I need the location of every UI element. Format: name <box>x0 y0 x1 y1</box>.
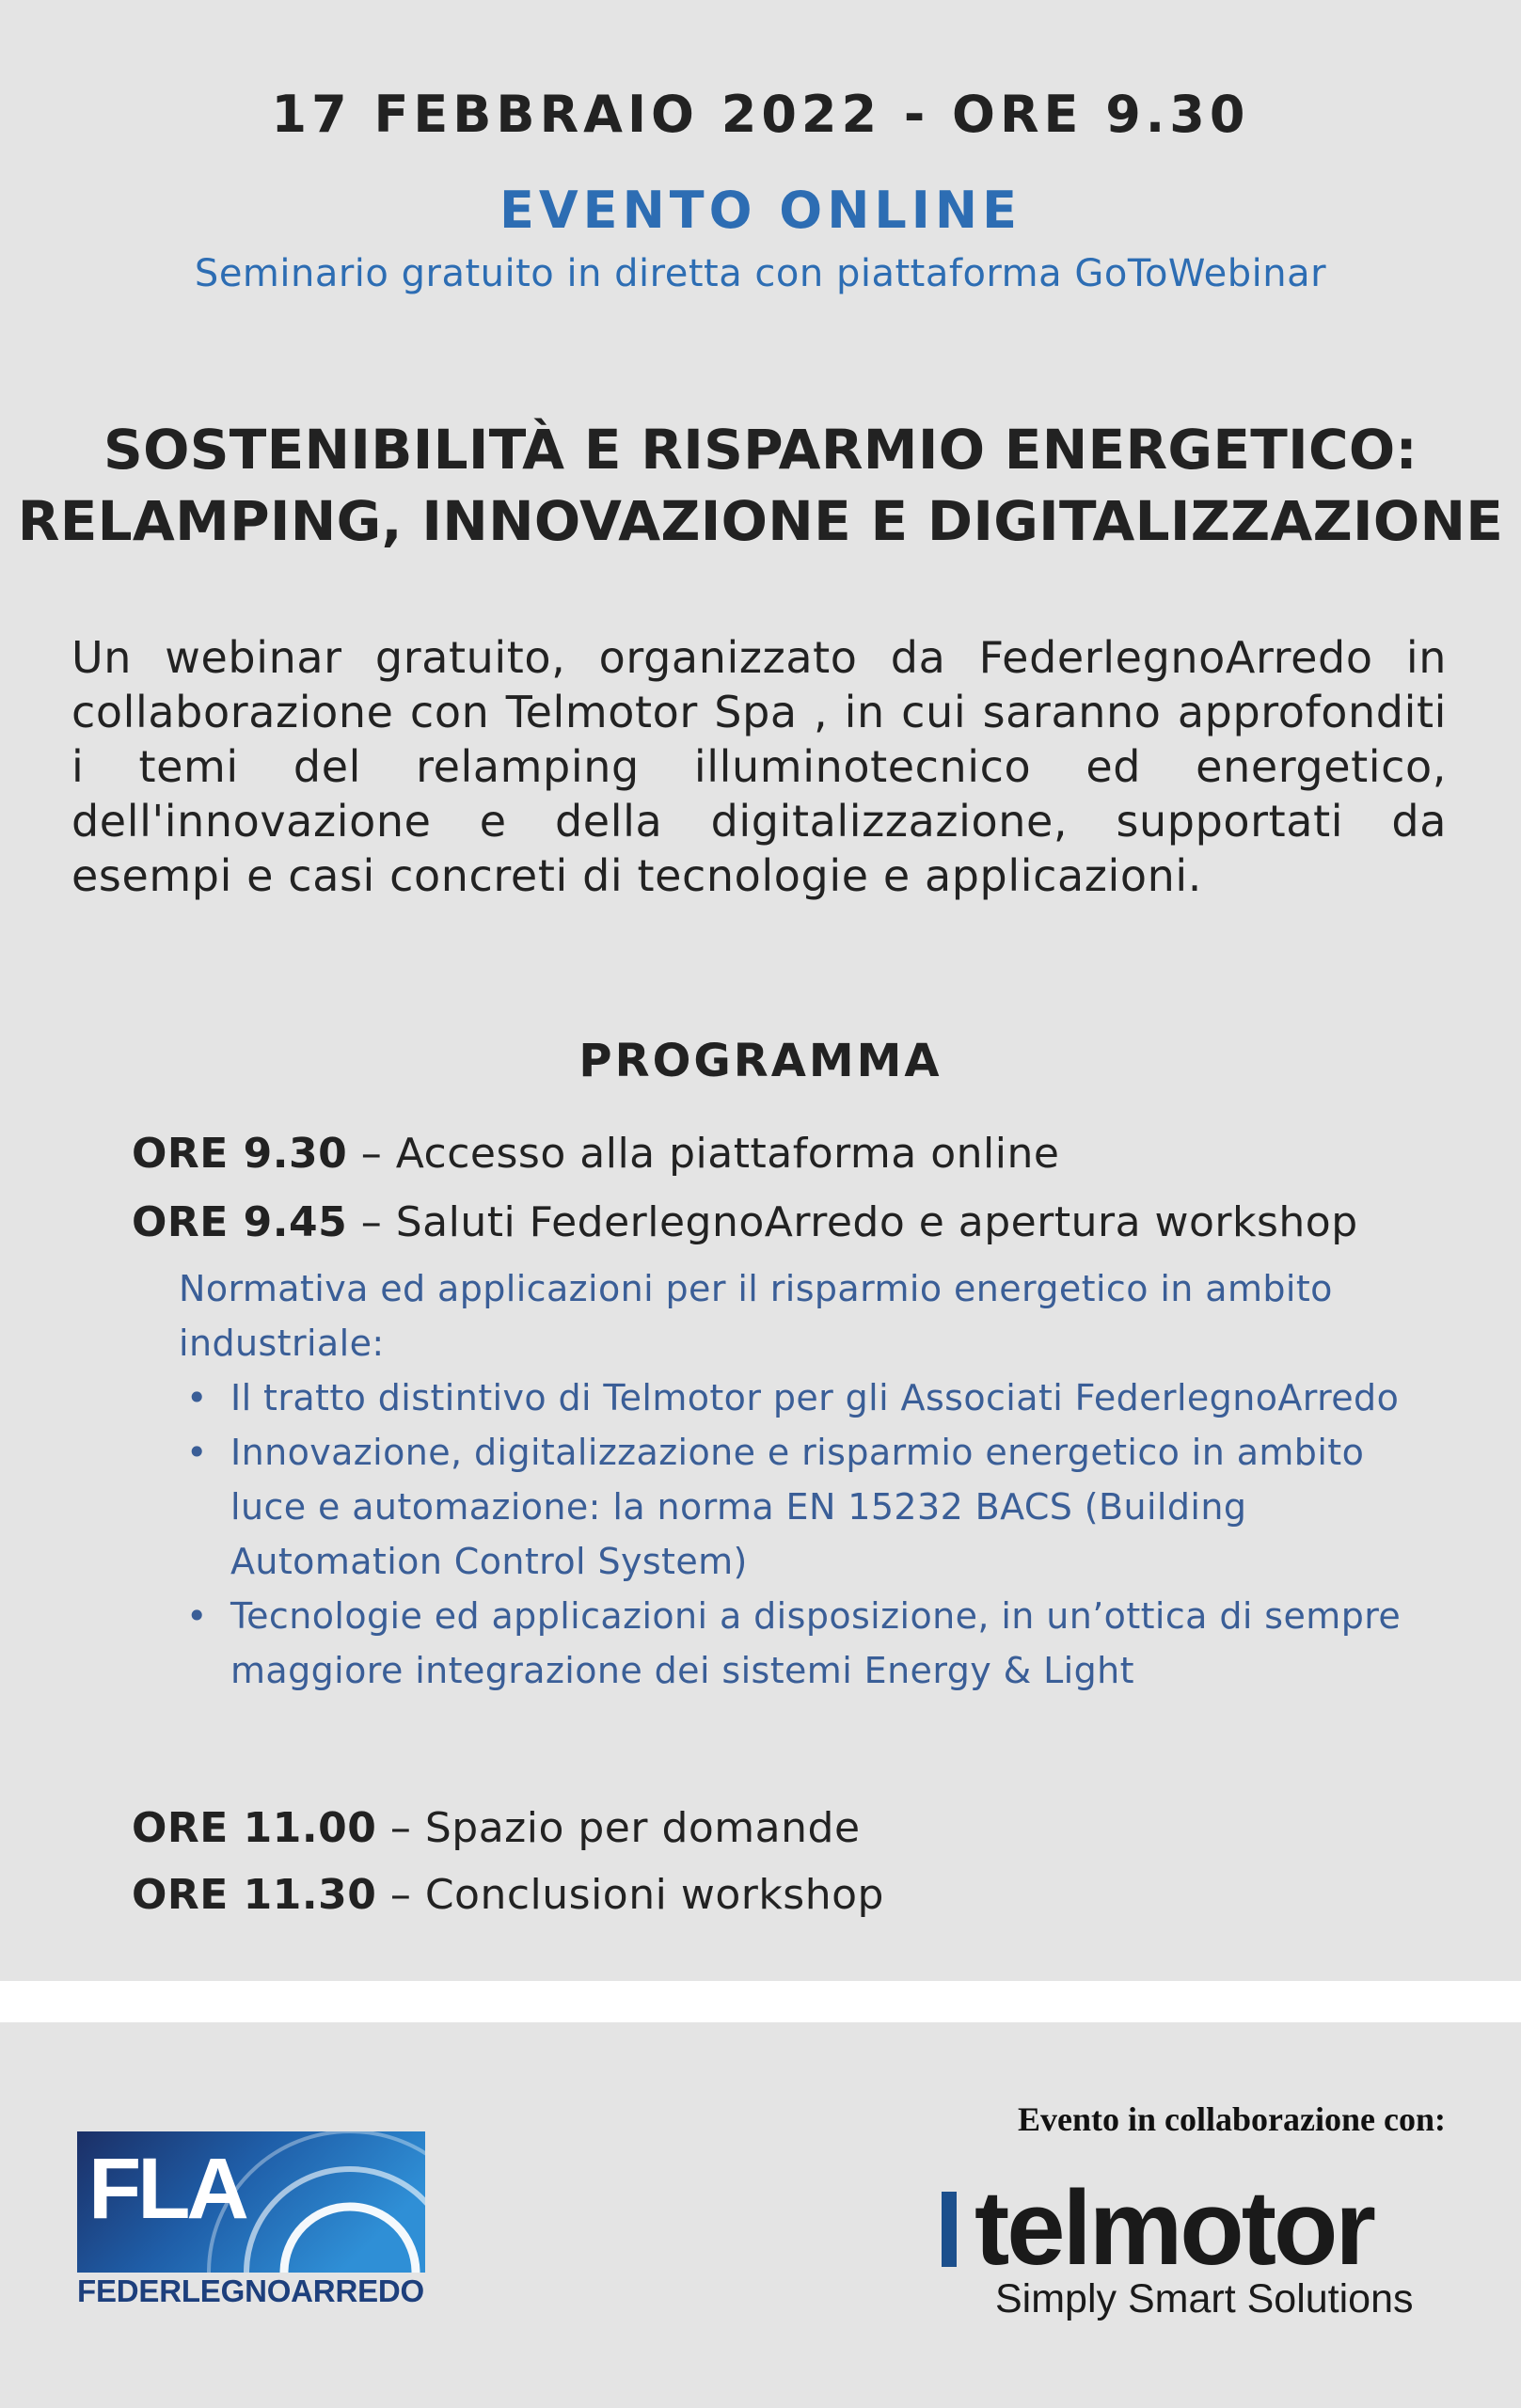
bullet-icon: • <box>186 1595 208 1637</box>
title-line-1: SOSTENIBILITÀ E RISPARMIO ENERGETICO: <box>103 418 1418 482</box>
program-separator: – <box>347 1130 396 1178</box>
program-text: Saluti FederlegnoArredo e apertura workshop <box>395 1198 1358 1246</box>
program-time: ORE 11.00 <box>132 1804 377 1852</box>
program-separator: – <box>347 1198 396 1246</box>
program-time: ORE 9.45 <box>132 1198 348 1246</box>
program-item <box>132 1126 1059 1182</box>
telmotor-tagline: Simply Smart Solutions <box>995 2276 1414 2321</box>
telmotor-logo <box>939 2169 1447 2325</box>
workshop-topic-text: Il tratto distintivo di Telmotor per gli Associati FederlegnoArredo <box>230 1377 1400 1418</box>
page-title <box>0 414 1521 557</box>
fla-wordmark: FEDERLEGNOARREDO <box>77 2273 424 2308</box>
section-divider <box>0 1981 1521 2022</box>
program-time: ORE 9.30 <box>132 1130 348 1178</box>
program-item <box>132 1800 861 1857</box>
workshop-topic <box>179 1370 1402 1425</box>
workshop-intro: Normativa ed applicazioni per il risparmio energetico in ambito industriale: <box>179 1268 1333 1364</box>
program-text: Conclusioni workshop <box>424 1871 884 1919</box>
program-time: ORE 11.30 <box>132 1871 377 1919</box>
event-type-label: EVENTO ONLINE <box>499 181 1022 240</box>
program-separator: – <box>376 1871 425 1919</box>
event-description: Un webinar gratuito, organizzato da FederlegnoArredo in collaborazione con Telmotor Spa , in cui saranno approfonditi i temi del relamping illuminotecnico ed energetico, dell'innovazione e della digitalizzazione, supportati da esempi e casi concreti di tecnologie e applicazioni. <box>71 632 1447 901</box>
event-date: 17 FEBBRAIO 2022 - ORE 9.30 <box>271 85 1250 144</box>
fla-logo-mark <box>77 2131 425 2273</box>
telmotor-wordmark: telmotor <box>974 2169 1373 2287</box>
workshop-details <box>179 1261 1402 1698</box>
program-text: Accesso alla piattaforma online <box>395 1130 1060 1178</box>
workshop-topic <box>179 1425 1402 1589</box>
workshop-topic <box>179 1589 1402 1698</box>
program-text: Spazio per domande <box>424 1804 861 1852</box>
program-item <box>132 1195 1358 1251</box>
fla-logo <box>77 2131 425 2323</box>
bullet-icon: • <box>186 1432 208 1473</box>
program-item <box>132 1867 884 1924</box>
bullet-icon: • <box>186 1377 208 1418</box>
workshop-topic-text: Innovazione, digitalizzazione e risparmio energetico in ambito luce e automazione: la norma EN 15232 BACS (Building Automation Control System) <box>230 1432 1365 1582</box>
workshop-topic-list <box>179 1370 1402 1698</box>
program-separator: – <box>376 1804 425 1852</box>
telmotor-bar-icon <box>942 2192 957 2267</box>
workshop-topic-text: Tecnologie ed applicazioni a disposizione, in un’ottica di sempre maggiore integrazione dei sistemi Energy & Light <box>230 1595 1402 1691</box>
program-heading: PROGRAMMA <box>578 1035 943 1087</box>
collaboration-label: Evento in collaborazione con: <box>1018 2100 1446 2138</box>
title-line-2: RELAMPING, INNOVAZIONE E DIGITALIZZAZIONE <box>17 489 1504 553</box>
fla-letters: FLA <box>88 2141 246 2237</box>
event-subtitle: Seminario gratuito in diretta con piattaforma GoToWebinar <box>194 252 1327 295</box>
